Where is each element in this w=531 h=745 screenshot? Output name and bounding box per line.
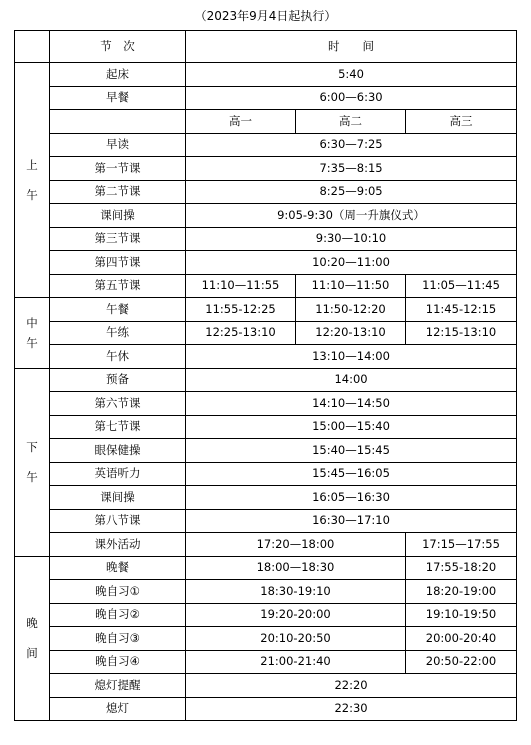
table-row [15, 556, 517, 580]
grade-3-header: 高三 [406, 110, 517, 134]
table-row [15, 133, 517, 157]
row-label: 午练 [50, 321, 186, 345]
row-time-grade-3: 12:15-13:10 [406, 321, 517, 345]
period-morning: 上 午 [15, 63, 50, 298]
row-label: 英语听力 [50, 462, 186, 486]
row-time: 22:20 [186, 674, 517, 698]
period-evening: 晚 间 [15, 556, 50, 721]
row-time-grade-2: 12:20-13:10 [296, 321, 406, 345]
row-time: 15:00—15:40 [186, 415, 517, 439]
document-title: （2023年9月4日起执行） [194, 9, 337, 23]
row-label: 第七节课 [50, 415, 186, 439]
row-label: 熄灯 [50, 697, 186, 721]
table-row [15, 603, 517, 627]
row-time-grade-1-2: 18:30-19:10 [186, 580, 406, 604]
period-afternoon: 下 午 [15, 368, 50, 556]
row-label: 课间操 [50, 204, 186, 228]
row-time-grade-3: 17:15—17:55 [406, 533, 517, 557]
row-time: 16:05—16:30 [186, 486, 517, 510]
table-row [15, 157, 517, 181]
table-row [15, 533, 517, 557]
row-label: 起床 [50, 63, 186, 87]
row-time-grade-1: 11:55-12:25 [186, 298, 296, 322]
row-label: 晚自习① [50, 580, 186, 604]
table-row [15, 345, 517, 369]
row-label: 第四节课 [50, 251, 186, 275]
table-row [15, 486, 517, 510]
row-time-grade-3: 20:50-22:00 [406, 650, 517, 674]
row-label: 早餐 [50, 86, 186, 110]
row-time-grade-3: 11:45-12:15 [406, 298, 517, 322]
row-time-grade-1-2: 19:20-20:00 [186, 603, 406, 627]
grade-header-row [15, 110, 517, 134]
row-label: 晚自习② [50, 603, 186, 627]
row-time-grade-1-2: 21:00-21:40 [186, 650, 406, 674]
row-time-grade-3: 11:05—11:45 [406, 274, 517, 298]
row-time: 6:30—7:25 [186, 133, 517, 157]
row-time: 9:30—10:10 [186, 227, 517, 251]
row-time-grade-1-2: 20:10-20:50 [186, 627, 406, 651]
table-row [15, 321, 517, 345]
table-row [15, 674, 517, 698]
row-label: 晚餐 [50, 556, 186, 580]
row-time: 15:45—16:05 [186, 462, 517, 486]
table-row [15, 251, 517, 275]
table-row [15, 204, 517, 228]
table-row [15, 650, 517, 674]
row-time-grade-3: 18:20-19:00 [406, 580, 517, 604]
table-row [15, 627, 517, 651]
row-label: 第五节课 [50, 274, 186, 298]
row-label: 课外活动 [50, 533, 186, 557]
row-time: 8:25—9:05 [186, 180, 517, 204]
row-label: 熄灯提醒 [50, 674, 186, 698]
row-label: 第八节课 [50, 509, 186, 533]
row-time: 10:20—11:00 [186, 251, 517, 275]
row-time: 7:35—8:15 [186, 157, 517, 181]
row-time-grade-1-2: 18:00—18:30 [186, 556, 406, 580]
table-row [15, 509, 517, 533]
row-label: 午休 [50, 345, 186, 369]
schedule-table [14, 30, 517, 721]
table-row [15, 462, 517, 486]
period-noon: 中 午 [15, 298, 50, 369]
table-row [15, 180, 517, 204]
table-row [15, 86, 517, 110]
table-row [15, 392, 517, 416]
row-time-grade-1-2: 17:20—18:00 [186, 533, 406, 557]
row-time: 16:30—17:10 [186, 509, 517, 533]
row-label-empty [50, 110, 186, 134]
table-row [15, 63, 517, 87]
row-time: 14:10—14:50 [186, 392, 517, 416]
row-time-grade-3: 20:00-20:40 [406, 627, 517, 651]
table-row [15, 368, 517, 392]
grade-1-header: 高一 [186, 110, 296, 134]
row-time-grade-3: 17:55-18:20 [406, 556, 517, 580]
table-row [15, 697, 517, 721]
table-row [15, 580, 517, 604]
row-time: 5:40 [186, 63, 517, 87]
grade-2-header: 高二 [296, 110, 406, 134]
row-time-grade-2: 11:10—11:50 [296, 274, 406, 298]
row-time: 22:30 [186, 697, 517, 721]
row-time: 9:05-9:30（周一升旗仪式） [186, 204, 517, 228]
row-label: 第六节课 [50, 392, 186, 416]
row-label: 早读 [50, 133, 186, 157]
row-label: 第三节课 [50, 227, 186, 251]
row-time: 13:10—14:00 [186, 345, 517, 369]
table-row [15, 227, 517, 251]
row-label: 第二节课 [50, 180, 186, 204]
row-label: 课间操 [50, 486, 186, 510]
header-row [15, 31, 517, 63]
row-time-grade-2: 11:50-12:20 [296, 298, 406, 322]
row-time-grade-1: 11:10—11:55 [186, 274, 296, 298]
row-time: 6:00—6:30 [186, 86, 517, 110]
table-row [15, 274, 517, 298]
row-time: 14:00 [186, 368, 517, 392]
row-label: 第一节课 [50, 157, 186, 181]
row-label: 午餐 [50, 298, 186, 322]
header-session: 节 次 [50, 31, 186, 63]
row-label: 晚自习③ [50, 627, 186, 651]
table-row [15, 415, 517, 439]
row-label: 晚自习④ [50, 650, 186, 674]
row-time-grade-1: 12:25-13:10 [186, 321, 296, 345]
header-corner [15, 31, 50, 63]
table-row [15, 298, 517, 322]
row-time: 15:40—15:45 [186, 439, 517, 463]
row-label: 预备 [50, 368, 186, 392]
row-label: 眼保健操 [50, 439, 186, 463]
row-time-grade-3: 19:10-19:50 [406, 603, 517, 627]
table-row [15, 439, 517, 463]
header-time: 时 间 [186, 31, 517, 63]
